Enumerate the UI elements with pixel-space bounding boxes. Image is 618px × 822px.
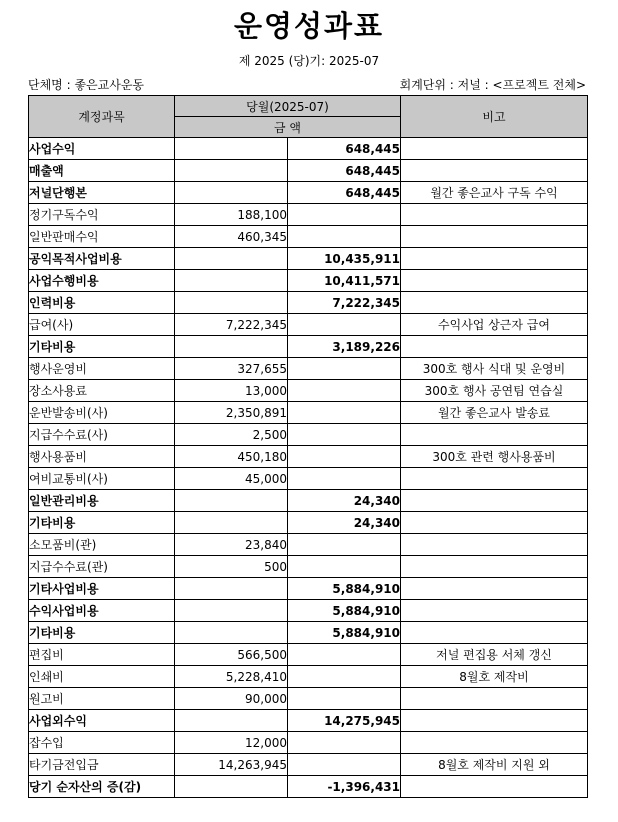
sub-amount: 90,000 [175,688,288,710]
account-name: 인쇄비 [29,666,175,688]
header-account: 계정과목 [29,96,175,138]
total-amount [288,666,401,688]
organization-label: 단체명 : 좋은교사운동 [28,78,145,92]
table-row [29,556,588,578]
total-amount [288,204,401,226]
table-row [29,644,588,666]
account-name: 기타사업비용 [29,578,175,600]
sub-amount: 13,000 [175,380,288,402]
total-amount [288,644,401,666]
note: 저널 편집용 서체 갱신 [401,644,588,666]
account-name: 급여(사) [29,314,175,336]
account-name: 잡수입 [29,732,175,754]
account-name: 기타비용 [29,512,175,534]
total-amount [288,446,401,468]
header-amount: 금 액 [175,117,401,138]
account-name: 장소사용료 [29,380,175,402]
account-name: 당기 순자산의 증(감) [29,776,175,798]
note [401,490,588,512]
total-amount [288,468,401,490]
total-amount: 3,189,226 [288,336,401,358]
account-name: 기타비용 [29,336,175,358]
account-name: 저널단행본 [29,182,175,204]
account-name: 지급수수료(사) [29,424,175,446]
total-amount: 5,884,910 [288,622,401,644]
note [401,600,588,622]
total-amount [288,424,401,446]
note [401,622,588,644]
table-row [29,270,588,292]
total-amount: 5,884,910 [288,578,401,600]
sub-amount [175,270,288,292]
sub-amount [175,138,288,160]
note [401,270,588,292]
note [401,248,588,270]
note: 300호 관련 행사용품비 [401,446,588,468]
note: 300호 행사 식대 및 운영비 [401,358,588,380]
total-amount: 24,340 [288,512,401,534]
account-name: 사업외수익 [29,710,175,732]
accounting-unit-label: 회계단위 : 저널 : <프로젝트 전체> [399,78,586,92]
table-row [29,600,588,622]
sub-amount [175,248,288,270]
table-row [29,578,588,600]
table-row [29,490,588,512]
total-amount [288,358,401,380]
table-row [29,666,588,688]
sub-amount: 23,840 [175,534,288,556]
note: 8월호 제작비 [401,666,588,688]
sub-amount [175,336,288,358]
note [401,776,588,798]
note [401,424,588,446]
total-amount [288,314,401,336]
sub-amount: 327,655 [175,358,288,380]
table-row [29,336,588,358]
sub-amount [175,182,288,204]
account-name: 일반관리비용 [29,490,175,512]
account-name: 행사운영비 [29,358,175,380]
table-row [29,512,588,534]
account-name: 정기구독수익 [29,204,175,226]
table-row [29,424,588,446]
account-name: 타기금전입금 [29,754,175,776]
total-amount: 24,340 [288,490,401,512]
total-amount [288,226,401,248]
header-note: 비고 [401,96,588,138]
sub-amount: 7,222,345 [175,314,288,336]
account-name: 편집비 [29,644,175,666]
note: 월간 좋은교사 발송료 [401,402,588,424]
note [401,512,588,534]
account-name: 원고비 [29,688,175,710]
note [401,556,588,578]
sub-amount: 450,180 [175,446,288,468]
total-amount [288,556,401,578]
sub-amount [175,600,288,622]
note [401,160,588,182]
note [401,226,588,248]
account-name: 지급수수료(관) [29,556,175,578]
total-amount [288,732,401,754]
note [401,688,588,710]
note [401,578,588,600]
total-amount: 5,884,910 [288,600,401,622]
sub-amount [175,776,288,798]
sub-amount [175,160,288,182]
table-row [29,226,588,248]
table-row [29,160,588,182]
note [401,468,588,490]
account-name: 사업수익 [29,138,175,160]
note: 월간 좋은교사 구독 수익 [401,182,588,204]
total-amount [288,688,401,710]
operating-results-table [28,95,588,798]
account-name: 행사용품비 [29,446,175,468]
sub-amount [175,512,288,534]
sub-amount: 2,500 [175,424,288,446]
sub-amount: 14,263,945 [175,754,288,776]
account-name: 운반발송비(사) [29,402,175,424]
total-amount: 10,435,911 [288,248,401,270]
note: 수익사업 상근자 급여 [401,314,588,336]
header-current-month: 당월(2025-07) [175,96,401,117]
table-row [29,314,588,336]
account-name: 소모품비(관) [29,534,175,556]
table-row [29,754,588,776]
total-amount: 10,411,571 [288,270,401,292]
table-row [29,622,588,644]
note [401,534,588,556]
total-amount [288,754,401,776]
note [401,336,588,358]
sub-amount [175,710,288,732]
table-row [29,446,588,468]
account-name: 인력비용 [29,292,175,314]
note [401,292,588,314]
total-amount [288,380,401,402]
report-period: 제 2025 (당)기: 2025-07 [238,54,380,68]
sub-amount: 5,228,410 [175,666,288,688]
sub-amount: 460,345 [175,226,288,248]
total-amount: 648,445 [288,138,401,160]
sub-amount [175,578,288,600]
note: 8월호 제작비 지원 외 [401,754,588,776]
note: 300호 행사 공연팀 연습실 [401,380,588,402]
total-amount: 7,222,345 [288,292,401,314]
account-name: 매출액 [29,160,175,182]
table-row [29,380,588,402]
account-name: 일반판매수익 [29,226,175,248]
table-row [29,534,588,556]
note [401,710,588,732]
account-name: 여비교통비(사) [29,468,175,490]
note [401,204,588,226]
sub-amount: 188,100 [175,204,288,226]
account-name: 수익사업비용 [29,600,175,622]
sub-amount: 45,000 [175,468,288,490]
table-row [29,204,588,226]
table-row [29,688,588,710]
note [401,732,588,754]
table-row [29,710,588,732]
account-name: 기타비용 [29,622,175,644]
sub-amount: 566,500 [175,644,288,666]
sub-amount [175,622,288,644]
report-title: 운영성과표 [233,9,385,43]
total-amount: 648,445 [288,160,401,182]
total-amount: -1,396,431 [288,776,401,798]
sub-amount: 2,350,891 [175,402,288,424]
table-row [29,402,588,424]
sub-amount: 500 [175,556,288,578]
table-row [29,468,588,490]
sub-amount [175,292,288,314]
table-row [29,358,588,380]
total-amount [288,402,401,424]
total-amount: 648,445 [288,182,401,204]
account-name: 공익목적사업비용 [29,248,175,270]
total-amount: 14,275,945 [288,710,401,732]
sub-amount [175,490,288,512]
table-row [29,182,588,204]
table-row [29,138,588,160]
sub-amount: 12,000 [175,732,288,754]
table-row [29,732,588,754]
table-row-net-change [29,776,588,798]
table-row [29,292,588,314]
note [401,138,588,160]
table-row [29,248,588,270]
total-amount [288,534,401,556]
account-name: 사업수행비용 [29,270,175,292]
